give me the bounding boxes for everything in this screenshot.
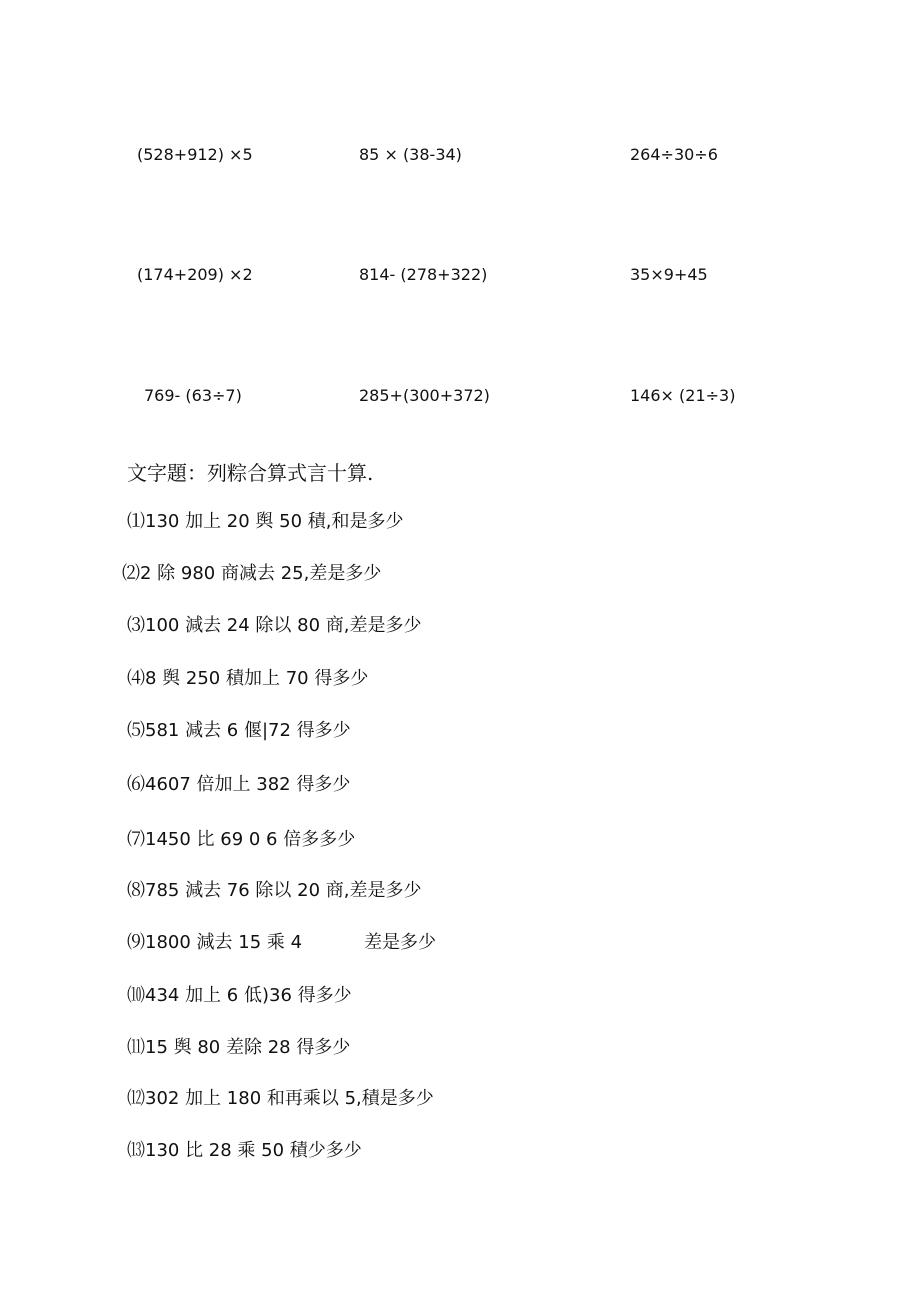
word-problem-4: ⑷8 舆 250 積加上 70 得多少 <box>127 668 369 689</box>
expression-r2-c1: (174+209) ×2 <box>137 265 253 284</box>
expression-r3-c2: 285+(300+372) <box>359 386 490 405</box>
expression-r1-c1: (528+912) ×5 <box>137 145 253 164</box>
word-problem-2: ⑵2 除 980 商减去 25,差是多少 <box>122 563 382 584</box>
word-problem-9-tail: 差是多少 <box>364 932 437 953</box>
word-problem-9 <box>127 931 436 955</box>
expression-r1-c3: 264÷30÷6 <box>630 145 718 164</box>
word-problem-9-text: ⑼1800 減去 15 乘 4 <box>127 932 303 953</box>
word-problem-13: ⒀130 比 28 乘 50 積少多少 <box>127 1140 362 1161</box>
word-problem-5: ⑸581 减去 6 偃|72 得多少 <box>127 720 351 741</box>
word-problem-8: ⑻785 減去 76 除以 20 商,差是多少 <box>127 880 422 901</box>
word-problem-11: ⑾15 舆 80 差除 28 得多少 <box>127 1037 351 1058</box>
word-problem-10: ⑽434 加上 6 低)36 得多少 <box>127 985 352 1006</box>
word-problem-1: ⑴130 加上 20 舆 50 積,和是多少 <box>127 511 404 532</box>
word-problem-12: ⑿302 加上 180 和再乘以 5,積是多少 <box>127 1088 434 1109</box>
word-problem-6: ⑹4607 倍加上 382 得多少 <box>127 774 351 795</box>
section-title: 文字題：列粽合算式言十算. <box>127 461 374 485</box>
expression-r3-c3: 146× (21÷3) <box>630 386 736 405</box>
expression-r3-c1: 769- (63÷7) <box>144 386 242 405</box>
expression-r2-c2: 814- (278+322) <box>359 265 488 284</box>
expression-r2-c3: 35×9+45 <box>630 265 708 284</box>
word-problem-3: ⑶100 減去 24 除以 80 商,差是多少 <box>127 615 422 636</box>
word-problem-7: ⑺1450 比 69 0 6 倍多多少 <box>127 829 356 850</box>
expression-r1-c2: 85 × (38-34) <box>359 145 462 164</box>
